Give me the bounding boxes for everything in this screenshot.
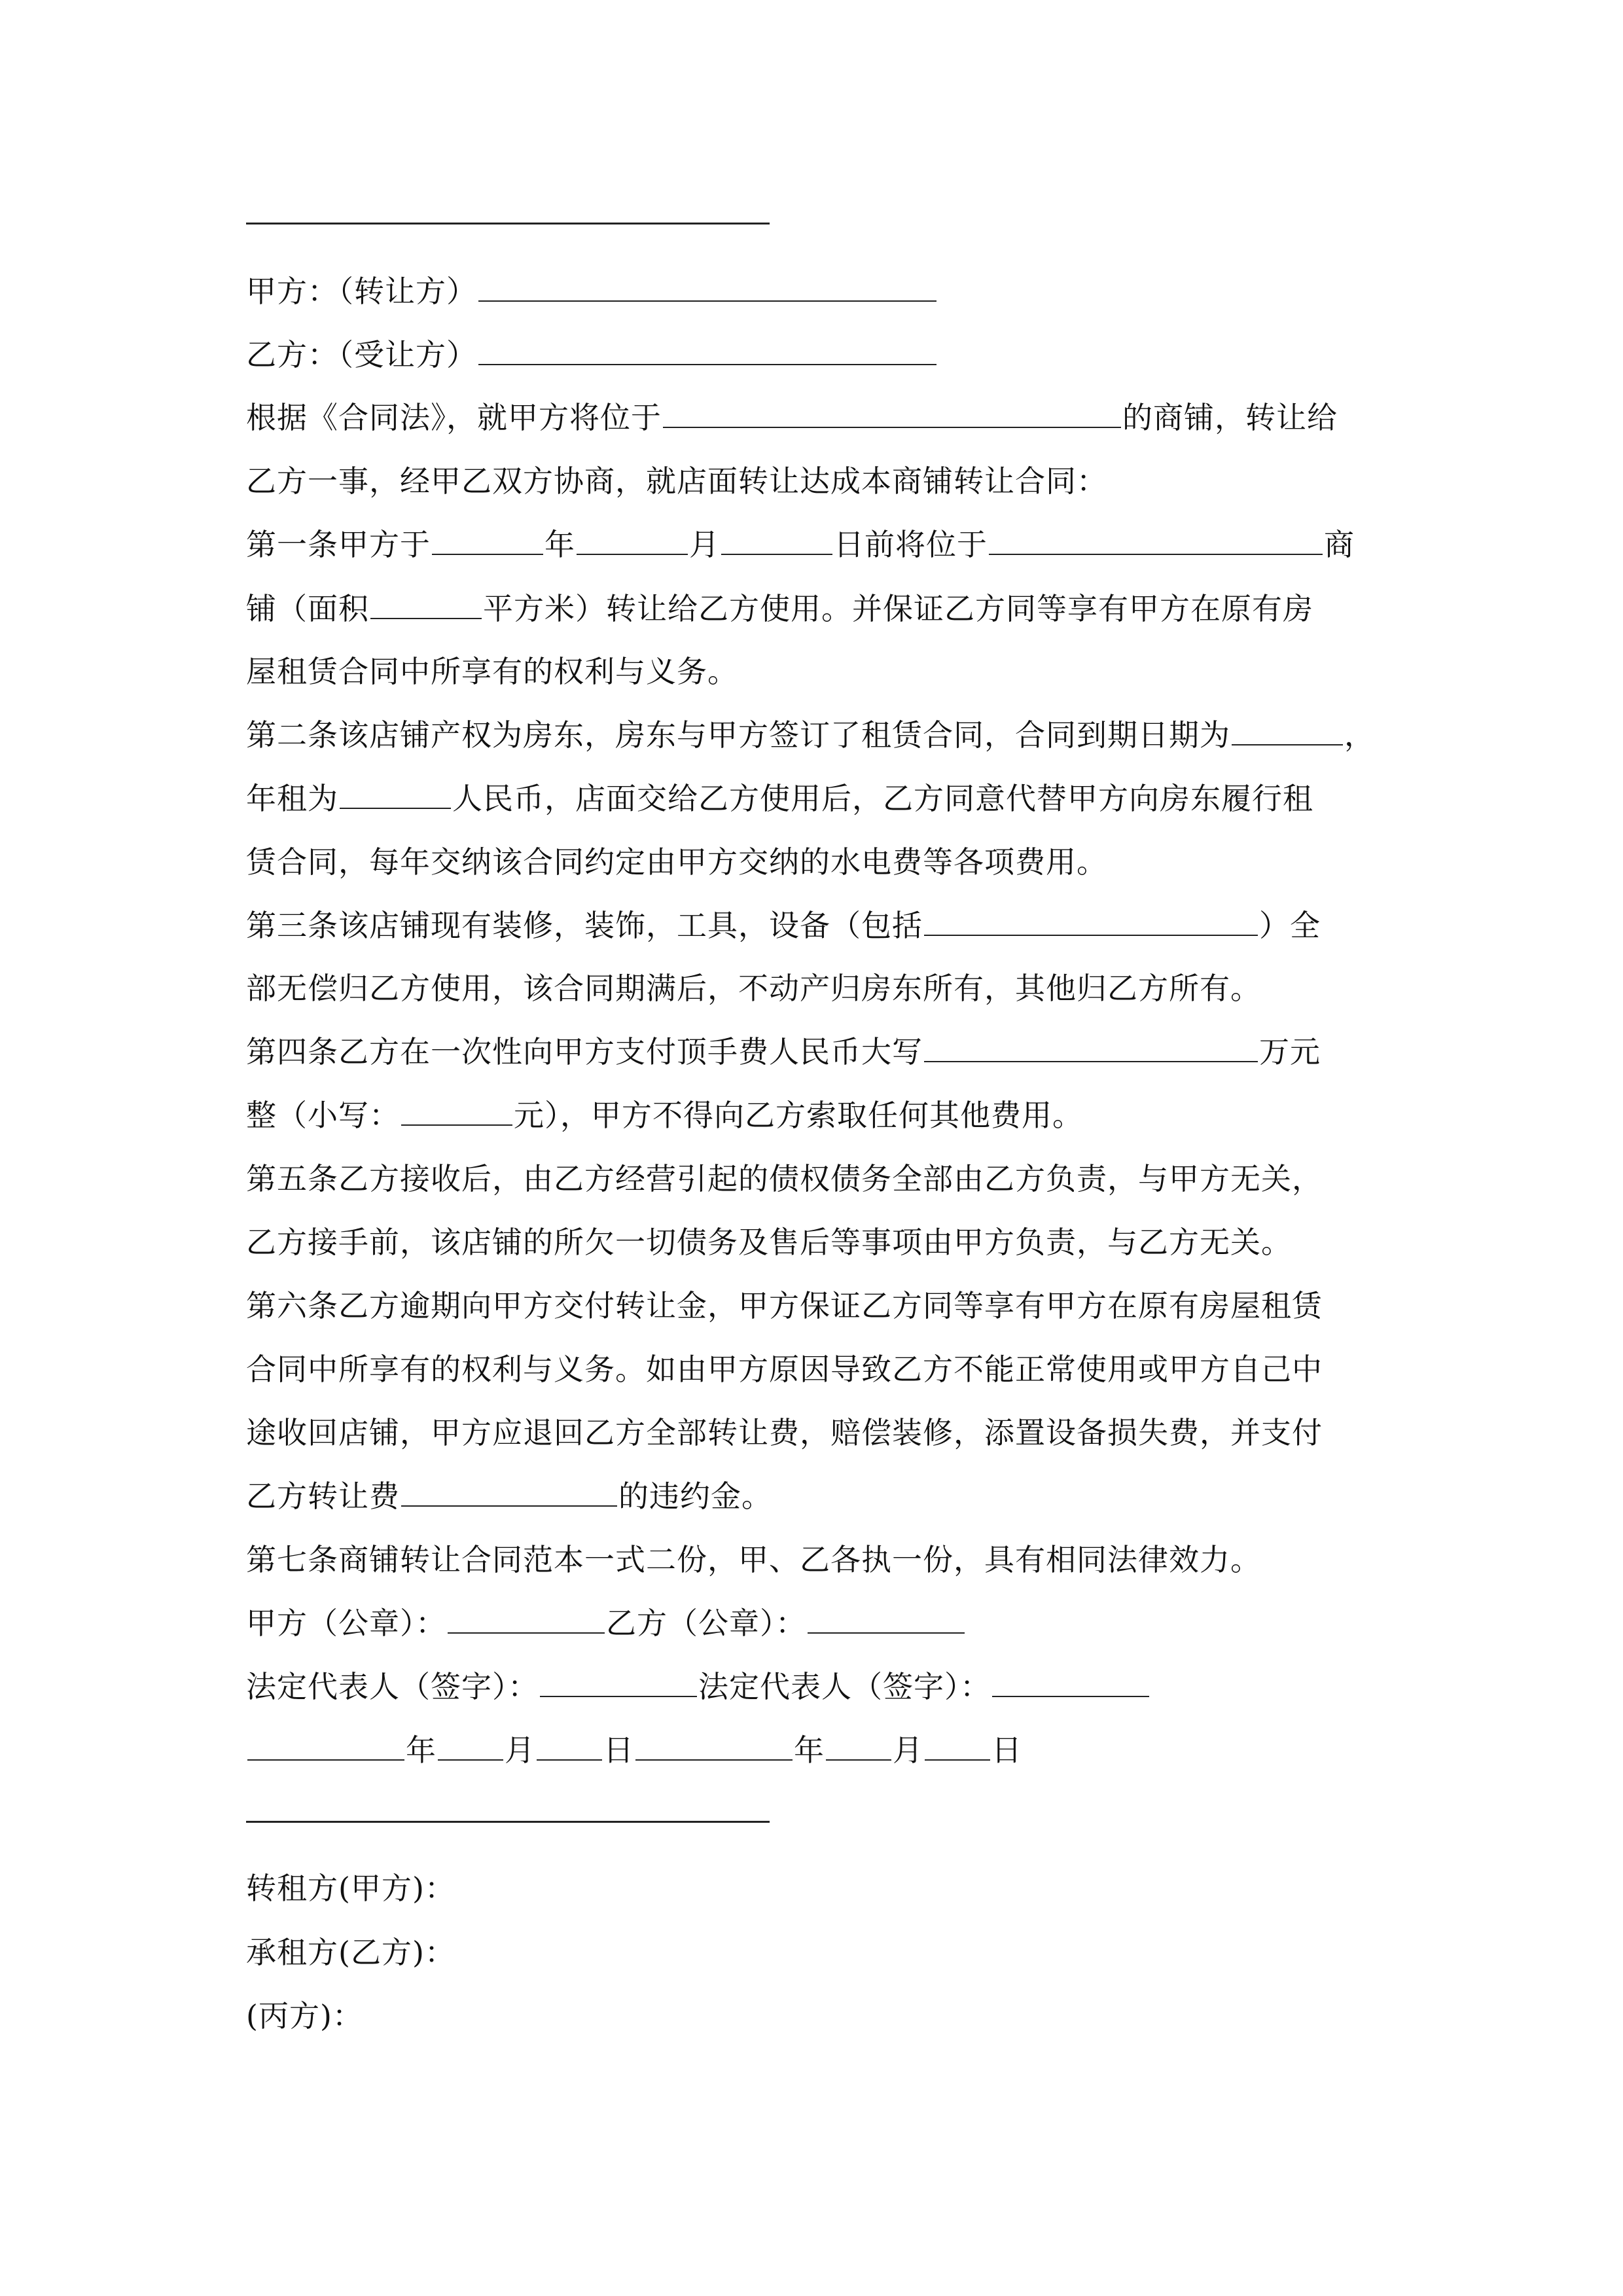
seal-line	[246, 1604, 1398, 1643]
party-a-year-blank	[247, 1731, 404, 1761]
area-blank	[370, 589, 482, 619]
party-a-month-blank	[438, 1731, 503, 1761]
article-5-line-2	[246, 1223, 1398, 1262]
article-4-line-2	[246, 1096, 1398, 1135]
fee-uppercase-blank	[924, 1032, 1258, 1062]
party-a-day-blank	[537, 1731, 602, 1761]
article-6-text-4a: 乙方转让费	[246, 1479, 400, 1514]
annual-rent-blank	[340, 779, 451, 809]
article-6-text-4b: 的违约金。	[618, 1479, 772, 1514]
article-2-rent-label: 年租为	[246, 781, 338, 816]
sublet-party-a-line	[246, 1869, 1398, 1908]
article-3-line-1	[246, 906, 1398, 945]
article-2-text-2b: 人民币，店面交给乙方使用后，乙方同意代替甲方向房东履行租	[452, 781, 1313, 816]
article-1-text-d: 日前将位于	[834, 527, 988, 562]
party-a-day: 日	[603, 1732, 634, 1768]
party-b-line	[246, 335, 1398, 374]
article-7-text: 第七条商铺转让合同范本一式二份，甲、乙各执一份，具有相同法律效力。	[246, 1542, 1261, 1577]
party-a-blank	[478, 272, 936, 302]
article-5-line-1	[246, 1159, 1398, 1198]
fee-lowercase-blank	[401, 1096, 512, 1126]
article-2-line-2	[246, 779, 1398, 818]
article-3-text-a: 第三条该店铺现有装修，装饰，工具，设备（包括	[246, 908, 923, 943]
article-3-text-b: ）全	[1259, 908, 1321, 943]
party-a-seal-blank	[448, 1604, 605, 1634]
sublet-party-c-line	[246, 1996, 1398, 2036]
article-1-month: 月	[689, 527, 720, 562]
party-a-rep-label: 法定代表人（签字）：	[246, 1669, 539, 1704]
sublet-party-a-label: 转租方(甲方)：	[246, 1871, 455, 1906]
sublet-party-c-label: (丙方)：	[246, 1998, 363, 2034]
year-blank	[432, 525, 543, 555]
intro-text-b: 的商铺，转让给	[1122, 400, 1338, 435]
sublet-party-b-line	[246, 1933, 1398, 1972]
top-divider	[246, 223, 770, 224]
day-blank	[721, 525, 832, 555]
bottom-divider	[246, 1821, 770, 1823]
location-blank	[989, 525, 1323, 555]
month-blank	[577, 525, 688, 555]
penalty-blank	[401, 1477, 617, 1507]
party-a-year: 年	[406, 1732, 437, 1768]
party-a-month: 月	[505, 1732, 535, 1768]
party-b-seal-label: 乙方（公章）：	[606, 1605, 806, 1641]
article-6-text-2: 合同中所享有的权利与义务。如由甲方原因导致乙方不能正常使用或甲方自己中	[246, 1352, 1323, 1387]
party-b-month-blank	[826, 1731, 891, 1761]
article-2-line-3	[246, 842, 1398, 882]
sublet-party-b-label: 承租方(乙方)：	[246, 1935, 455, 1970]
intro-text-2: 乙方一事，经甲乙双方协商，就店面转让达成本商铺转让合同：	[246, 463, 1107, 499]
article-6-text-1: 第六条乙方逾期向甲方交付转让金，甲方保证乙方同等享有甲方在原有房屋租赁	[246, 1288, 1323, 1323]
article-1-line-3	[246, 652, 1398, 691]
party-a-rep-blank	[540, 1667, 697, 1697]
date-line	[246, 1731, 1398, 1770]
article-3-line-2	[246, 969, 1398, 1008]
party-b-blank	[478, 335, 936, 365]
party-b-seal-blank	[808, 1604, 965, 1634]
article-5-text-1: 第五条乙方接收后，由乙方经营引起的债权债务全部由乙方负责，与甲方无关，	[246, 1161, 1323, 1196]
party-b-rep-blank	[992, 1667, 1149, 1697]
article-1-year: 年	[544, 527, 575, 562]
article-5-text-2: 乙方接手前，该店铺的所欠一切债务及售后等事项由甲方负责，与乙方无关。	[246, 1225, 1292, 1260]
article-4-line-1	[246, 1032, 1398, 1071]
article-6-text-3: 途收回店铺，甲方应退回乙方全部转让费，赔偿装修，添置设备损失费，并支付	[246, 1415, 1323, 1450]
article-1-text-e: 商	[1324, 527, 1355, 562]
article-1-area-label: 铺（面积	[246, 591, 369, 626]
party-b-day: 日	[991, 1732, 1022, 1768]
party-b-year: 年	[794, 1732, 825, 1768]
article-6-line-4	[246, 1477, 1398, 1516]
party-b-month: 月	[893, 1732, 923, 1768]
intro-text-a: 根据《合同法》，就甲方将位于	[246, 400, 662, 435]
article-1-text-2b: 平方米）转让给乙方使用。并保证乙方同等享有甲方在原有房	[483, 591, 1313, 626]
article-1-text-3: 屋租赁合同中所享有的权利与义务。	[246, 654, 738, 689]
party-b-day-blank	[925, 1731, 990, 1761]
article-6-line-1	[246, 1286, 1398, 1325]
expiry-date-blank	[1232, 715, 1343, 745]
party-b-label: 乙方：（受让方）	[246, 337, 477, 372]
party-a-seal-label: 甲方（公章）：	[246, 1605, 446, 1641]
article-3-text-2: 部无偿归乙方使用，该合同期满后，不动产归房东所有，其他归乙方所有。	[246, 971, 1261, 1006]
article-6-line-3	[246, 1413, 1398, 1452]
article-6-line-2	[246, 1350, 1398, 1389]
intro-line-2	[246, 461, 1398, 501]
article-1-line-1	[246, 525, 1398, 564]
article-1-text-a: 第一条甲方于	[246, 527, 431, 562]
article-7-line	[246, 1540, 1398, 1579]
article-1-line-2	[246, 589, 1398, 628]
party-a-line	[246, 272, 1398, 311]
party-b-rep-label: 法定代表人（签字）：	[698, 1669, 991, 1704]
article-2-text-3: 赁合同，每年交纳该合同约定由甲方交纳的水电费等各项费用。	[246, 844, 1107, 880]
party-a-label: 甲方：（转让方）	[246, 274, 477, 309]
article-2-comma: ，	[1344, 717, 1375, 753]
article-4-lowercase-label: 整（小写：	[246, 1098, 400, 1133]
article-2-line-1	[246, 715, 1398, 755]
representative-line	[246, 1667, 1398, 1706]
equipment-blank	[924, 906, 1258, 936]
article-4-text-b: 万元	[1259, 1034, 1321, 1069]
article-4-text-2b: 元），甲方不得向乙方索取任何其他费用。	[514, 1098, 1083, 1133]
article-4-text-a: 第四条乙方在一次性向甲方支付顶手费人民币大写	[246, 1034, 923, 1069]
article-2-text-a: 第二条该店铺产权为房东，房东与甲方签订了租赁合同，合同到期日期为	[246, 717, 1230, 753]
intro-line-1	[246, 398, 1398, 437]
shop-location-blank	[663, 398, 1121, 428]
party-b-year-blank	[635, 1731, 793, 1761]
